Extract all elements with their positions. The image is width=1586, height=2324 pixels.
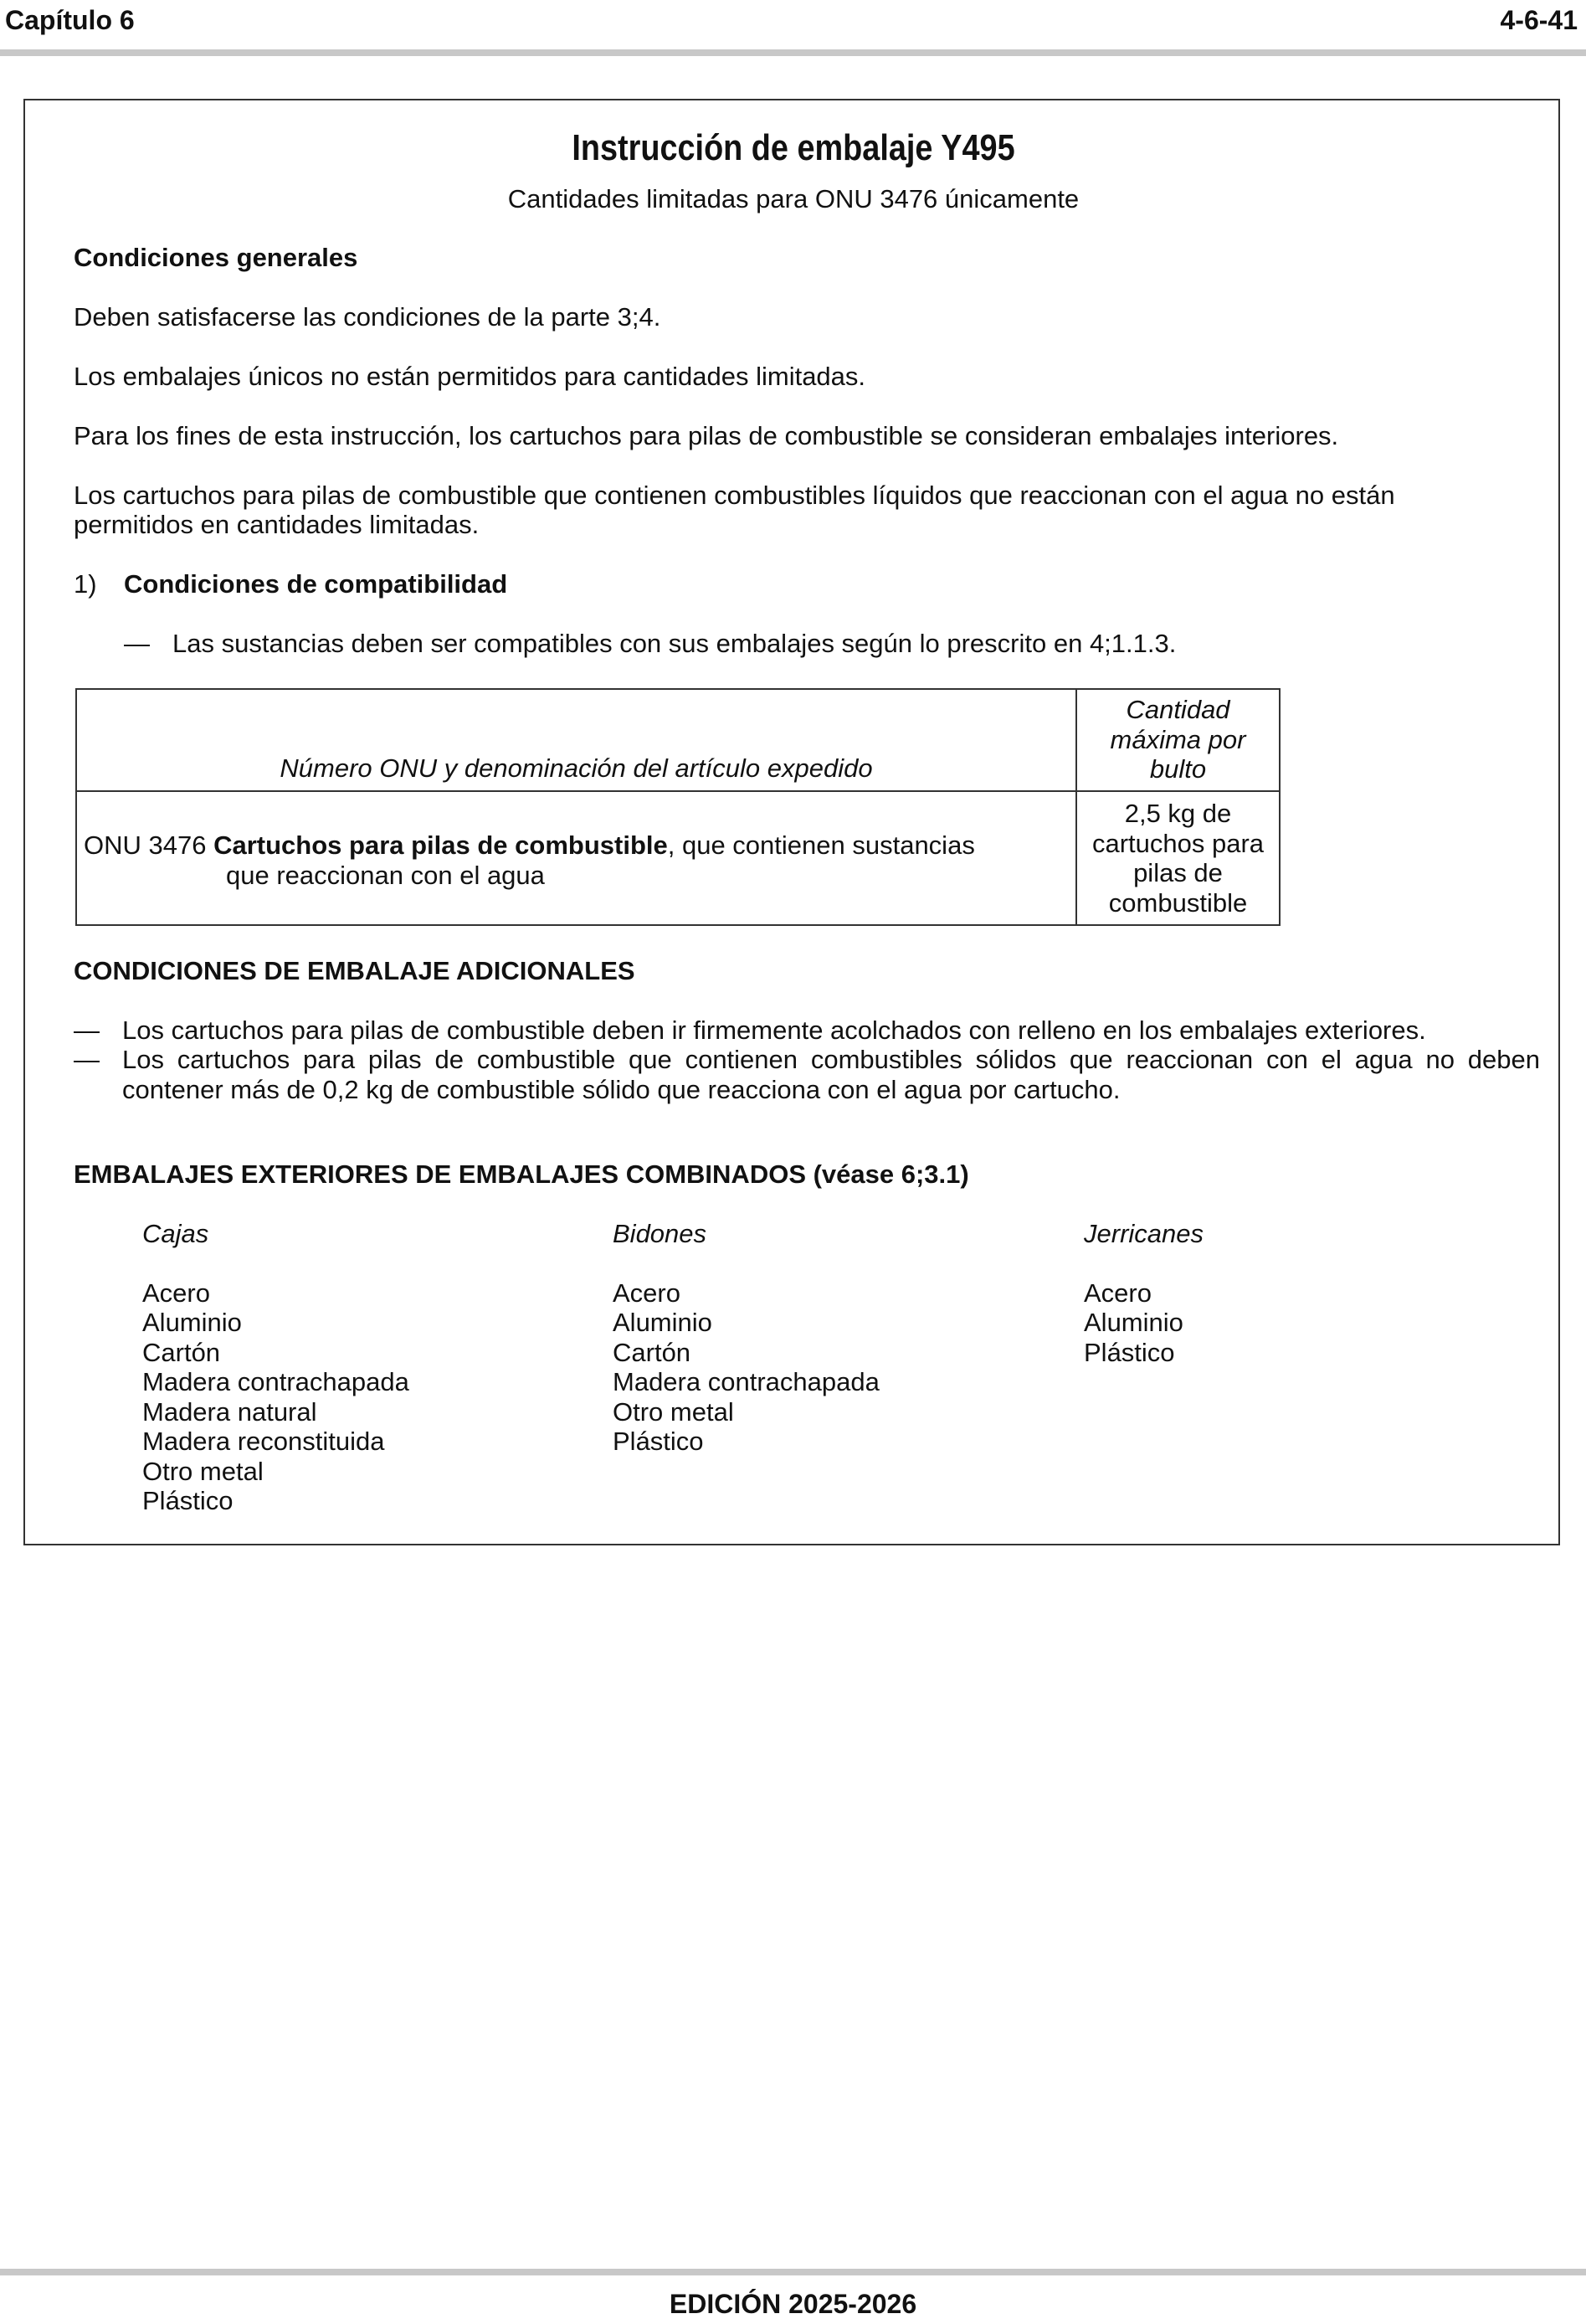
general-conditions-heading: Condiciones generales: [74, 243, 358, 272]
boxes-heading: Cajas: [142, 1219, 209, 1248]
compatibility-dash: —: [124, 629, 150, 658]
paragraph-2: Los embalajes únicos no están permitidos para cantidades limitadas.: [74, 362, 866, 391]
jerricans-heading: Jerricanes: [1084, 1219, 1204, 1248]
table-header-quantity-line: bulto: [1149, 754, 1207, 784]
boxes-item: Otro metal: [142, 1456, 264, 1486]
instruction-title: Instrucción de embalaje Y495: [572, 127, 1015, 168]
dash-bullet: —: [74, 1015, 100, 1045]
paragraph-1: Deben satisfacerse las condiciones de la parte 3;4.: [74, 302, 661, 332]
packing-instruction-box: [23, 99, 1560, 1545]
jerricans-item: Plástico: [1084, 1337, 1175, 1367]
additional-condition-item: [74, 1015, 1540, 1046]
edition-label: EDICIÓN 2025-2026: [669, 2289, 917, 2319]
drums-item: Plástico: [613, 1427, 704, 1456]
boxes-item: Plástico: [142, 1486, 234, 1515]
drums-item: Aluminio: [613, 1308, 712, 1337]
table-row-divider: [77, 790, 1279, 792]
compatibility-heading: Condiciones de compatibilidad: [124, 569, 508, 599]
table-cell-article: [84, 830, 1071, 890]
boxes-item: Madera contrachapada: [142, 1367, 409, 1396]
compatibility-text: Las sustancias deben ser compatibles con sus embalajes según lo prescrito en 4;1.1.3.: [172, 629, 1177, 658]
boxes-item: Cartón: [142, 1337, 221, 1367]
boxes-item: Madera reconstituida: [142, 1427, 385, 1456]
drums-heading: Bidones: [613, 1219, 707, 1248]
jerricans-column: [1084, 1219, 1204, 1367]
quantity-line: cartuchos para: [1091, 828, 1265, 858]
additional-condition-text: Los cartuchos para pilas de combustible que contienen combustibles sólidos que reaccionan con el agua no deben contener más de 0,2 kg de combustible sólido que reacciona con el agua por cartucho.: [122, 1045, 1540, 1104]
drums-item: Otro metal: [613, 1396, 734, 1427]
un-number: ONU 3476: [84, 830, 207, 860]
article-name-rest: , que contienen sustancias: [667, 830, 975, 860]
article-name-bold: Cartuchos para pilas de combustible: [213, 830, 668, 860]
quantity-line: combustible: [1108, 887, 1248, 918]
additional-conditions-heading: CONDICIONES DE EMBALAJE ADICIONALES: [74, 956, 635, 985]
drums-item: Cartón: [613, 1337, 691, 1367]
drums-item: Madera contrachapada: [613, 1367, 880, 1396]
jerricans-item: Aluminio: [1084, 1308, 1183, 1337]
boxes-column: [142, 1219, 409, 1516]
table-cell-quantity: [1077, 799, 1279, 918]
table-header-article: Número ONU y denominación del artículo expedido: [280, 753, 873, 783]
quantity-line: 2,5 kg de: [1124, 799, 1232, 828]
outer-packagings-heading: EMBALAJES EXTERIORES DE EMBALAJES COMBINADOS (véase 6;3.1): [74, 1159, 969, 1189]
additional-condition-item: [74, 1045, 1540, 1104]
article-name-line-2: que reaccionan con el agua: [226, 860, 545, 890]
table-header-quantity-line: Cantidad: [1126, 695, 1230, 724]
page-number: 4-6-41: [1500, 5, 1578, 35]
dash-bullet: —: [74, 1045, 100, 1074]
boxes-item: Aluminio: [142, 1308, 242, 1337]
paragraph-4-line-2: permitidos en cantidades limitadas.: [74, 510, 480, 539]
table-header-quantity-line: máxima por: [1110, 724, 1246, 754]
boxes-item: Madera natural: [142, 1396, 317, 1427]
boxes-item: Acero: [142, 1278, 210, 1308]
drums-item: Acero: [613, 1278, 680, 1308]
quantity-line: pilas de: [1133, 858, 1223, 888]
chapter-label: Capítulo 6: [5, 5, 135, 35]
jerricans-item: Acero: [1084, 1278, 1152, 1308]
header-rule: [0, 49, 1586, 56]
paragraph-3: Para los fines de esta instrucción, los cartuchos para pilas de combustible se consideran embalajes interiores.: [74, 421, 1339, 450]
table-header-quantity: [1077, 695, 1279, 784]
drums-column: [613, 1219, 880, 1457]
footer-rule: [0, 2269, 1586, 2275]
instruction-subtitle: Cantidades limitadas para ONU 3476 únicamente: [507, 184, 1080, 213]
quantity-table: [75, 688, 1281, 926]
compatibility-number: 1): [74, 569, 97, 599]
paragraph-4-line-1: Los cartuchos para pilas de combustible que contienen combustibles líquidos que reaccionan con el agua no están: [74, 481, 1395, 510]
additional-condition-text: Los cartuchos para pilas de combustible deben ir firmemente acolchados con relleno en los embalajes exteriores.: [122, 1015, 1426, 1045]
